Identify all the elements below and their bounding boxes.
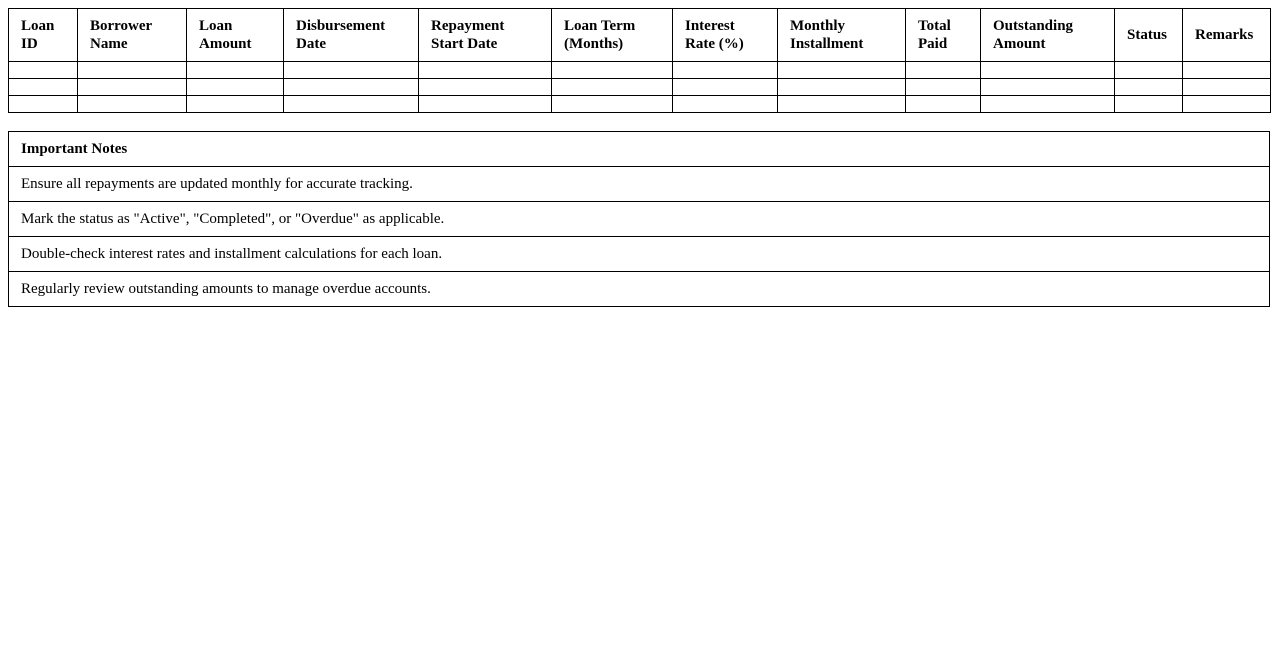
table-cell[interactable] (78, 96, 187, 113)
table-cell[interactable] (981, 96, 1115, 113)
header-line: Amount (199, 36, 252, 52)
table-cell[interactable] (1115, 62, 1183, 79)
header-line: Rate (%) (685, 36, 744, 52)
notes-heading-row (9, 132, 1270, 167)
header-line: Start Date (431, 36, 498, 52)
note-row (9, 272, 1270, 307)
header-line: Loan Term (564, 18, 636, 34)
table-cell[interactable] (419, 96, 552, 113)
header-interest-rate (673, 9, 778, 62)
note-item: Ensure all repayments are updated monthly for accurate tracking. (9, 167, 1270, 202)
header-line: Repayment (431, 18, 505, 34)
table-cell[interactable] (9, 96, 78, 113)
header-remarks (1183, 9, 1271, 62)
important-notes-table (8, 131, 1270, 307)
table-cell[interactable] (673, 62, 778, 79)
header-line: Disbursement (296, 18, 386, 34)
table-header-row (9, 9, 1271, 62)
table-cell[interactable] (284, 62, 419, 79)
table-cell[interactable] (78, 79, 187, 96)
table-cell[interactable] (552, 79, 673, 96)
header-disbursement-date (284, 9, 419, 62)
note-row (9, 202, 1270, 237)
note-item: Mark the status as "Active", "Completed", or "Overdue" as applicable. (9, 202, 1270, 237)
table-cell[interactable] (673, 96, 778, 113)
header-line: Paid (918, 36, 948, 52)
header-monthly-installment (778, 9, 906, 62)
table-cell[interactable] (778, 96, 906, 113)
table-cell[interactable] (187, 96, 284, 113)
table-row (9, 79, 1271, 96)
table-cell[interactable] (9, 62, 78, 79)
header-line: Interest (685, 18, 735, 34)
header-line: Monthly (790, 18, 846, 34)
header-borrower-name (78, 9, 187, 62)
table-cell[interactable] (1115, 96, 1183, 113)
header-line: ID (21, 36, 38, 52)
table-cell[interactable] (906, 62, 981, 79)
table-cell[interactable] (981, 79, 1115, 96)
note-item: Double-check interest rates and installment calculations for each loan. (9, 237, 1270, 272)
header-line: Amount (993, 36, 1046, 52)
table-cell[interactable] (419, 79, 552, 96)
header-outstanding-amount (981, 9, 1115, 62)
header-line: Status (1127, 27, 1168, 43)
table-cell[interactable] (9, 79, 78, 96)
table-cell[interactable] (906, 79, 981, 96)
table-cell[interactable] (778, 62, 906, 79)
header-loan-amount (187, 9, 284, 62)
table-cell[interactable] (552, 96, 673, 113)
table-cell[interactable] (187, 79, 284, 96)
table-cell[interactable] (981, 62, 1115, 79)
loan-tracking-table (8, 8, 1271, 113)
header-line: Date (296, 36, 326, 52)
table-cell[interactable] (1183, 79, 1271, 96)
table-cell[interactable] (906, 96, 981, 113)
header-line: Borrower (90, 18, 153, 34)
note-row (9, 237, 1270, 272)
table-row (9, 62, 1271, 79)
table-cell[interactable] (1183, 62, 1271, 79)
table-cell[interactable] (552, 62, 673, 79)
note-item: Regularly review outstanding amounts to manage overdue accounts. (9, 272, 1270, 307)
table-cell[interactable] (284, 96, 419, 113)
header-line: (Months) (564, 36, 624, 52)
table-cell[interactable] (78, 62, 187, 79)
table-cell[interactable] (187, 62, 284, 79)
note-row (9, 167, 1270, 202)
header-line: Remarks (1195, 27, 1254, 43)
header-repayment-start-date (419, 9, 552, 62)
table-cell[interactable] (1115, 79, 1183, 96)
table-cell[interactable] (1183, 96, 1271, 113)
header-status (1115, 9, 1183, 62)
table-cell[interactable] (284, 79, 419, 96)
header-loan-term (552, 9, 673, 62)
header-line: Installment (790, 36, 864, 52)
header-line: Outstanding (993, 18, 1074, 34)
header-loan-id (9, 9, 78, 62)
table-row (9, 96, 1271, 113)
header-line: Loan (199, 18, 233, 34)
notes-heading: Important Notes (9, 132, 1270, 167)
header-total-paid (906, 9, 981, 62)
header-line: Name (90, 36, 128, 52)
table-cell[interactable] (778, 79, 906, 96)
table-cell[interactable] (673, 79, 778, 96)
header-line: Loan (21, 18, 55, 34)
header-line: Total (918, 18, 951, 34)
table-cell[interactable] (419, 62, 552, 79)
